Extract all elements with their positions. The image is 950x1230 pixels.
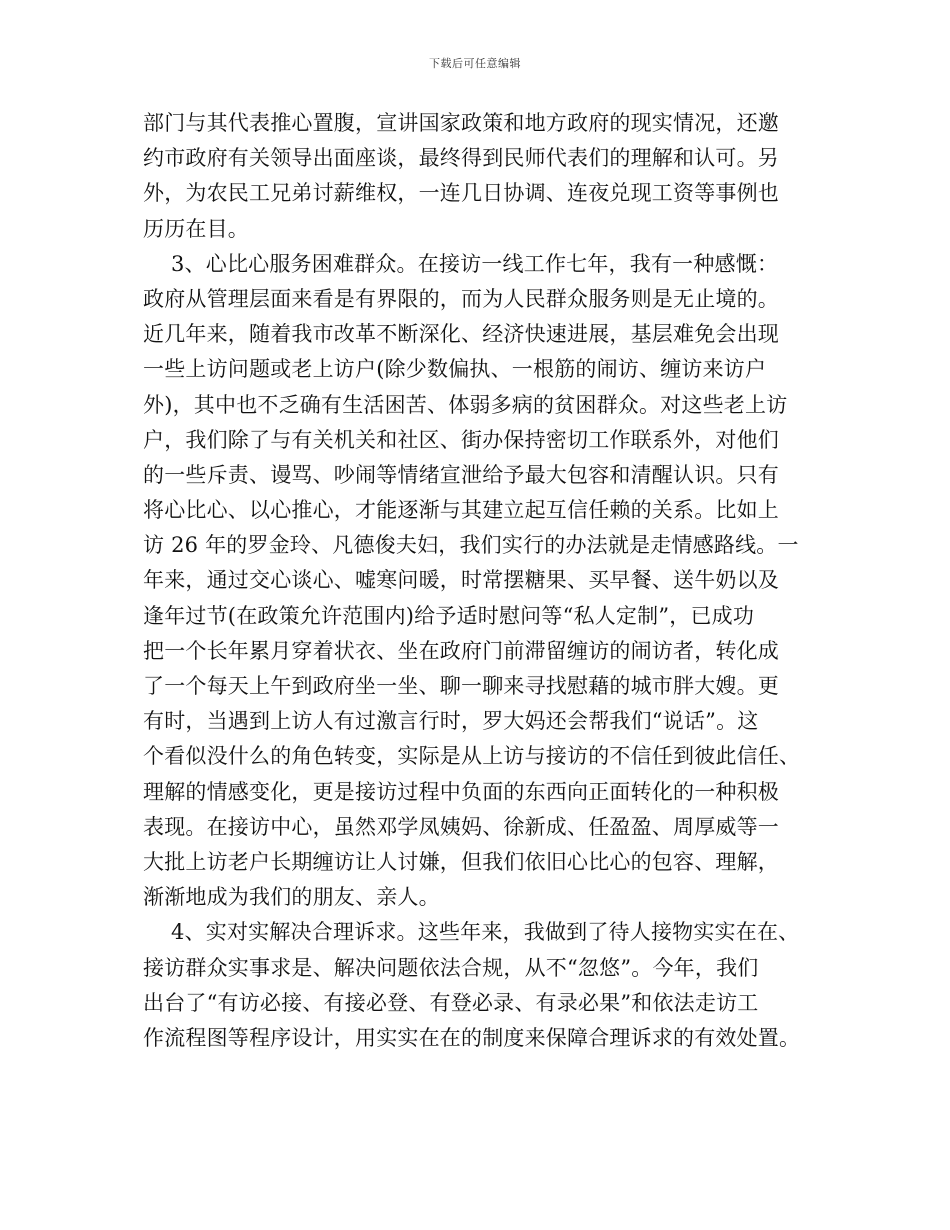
body-text bbox=[143, 106, 833, 1056]
paragraph-start-line: 4、实对实解决合理诉求。这些年来，我做到了待人接物实实在在、 bbox=[171, 920, 800, 945]
text-line: 户，我们除了与有关机关和社区、街办保持密切工作联系外，对他们 bbox=[143, 427, 779, 452]
text-line: 约市政府有关领导出面座谈，最终得到民师代表们的理解和认可。另 bbox=[143, 146, 779, 171]
text-line: 了一个每天上午到政府坐一坐、聊一聊来寻找慰藉的城市胖大嫂。更 bbox=[143, 674, 779, 698]
text-line: 渐渐地成为我们的朋友、亲人。 bbox=[143, 885, 440, 910]
text-line: 外)，其中也不乏确有生活困苦、体弱多病的贫困群众。对这些老上访 bbox=[143, 392, 788, 417]
text-line: 理解的情感变化，更是接访过程中负面的东西向正面转化的一种积极 bbox=[143, 779, 779, 804]
paragraph-start-line: 3、心比心服务困难群众。在接访一线工作七年，我有一种感慨： bbox=[171, 251, 779, 276]
text-line: 逢年过节(在政策允许范围内)给予适时慰问等“私人定制”，已成功 bbox=[143, 603, 755, 628]
text-line: 部门与其代表推心置腹，宣讲国家政策和地方政府的现实情况，还邀 bbox=[143, 111, 779, 135]
text-line: 历历在目。 bbox=[143, 216, 249, 241]
text-line: 一些上访问题或老上访户(除少数偏执、一根筋的闹访、缠访来访户 bbox=[143, 357, 767, 382]
text-line: 将心比心、以心推心，才能逐渐与其建立起互信任赖的关系。比如上 bbox=[143, 498, 779, 523]
text-line: 大批上访老户长期缠访让人讨嫌，但我们依旧心比心的包容、理解， bbox=[143, 849, 779, 874]
text-line: 表现。在接访中心，虽然邓学凤姨妈、徐新成、任盈盈、周厚威等一 bbox=[143, 814, 779, 839]
text-line: 近几年来，随着我市改革不断深化、经济快速进展，基层难免会出现 bbox=[143, 322, 779, 347]
text-line: 的一些斥责、谩骂、吵闹等情绪宣泄给予最大包容和清醒认识。只有 bbox=[143, 462, 779, 487]
text-line: 年来，通过交心谈心、嘘寒问暖，时常摆糖果、买早餐、送牛奶以及 bbox=[143, 568, 779, 593]
text-line: 接访群众实事求是、解决问题依法合规，从不“忽悠”。今年，我们 bbox=[143, 955, 759, 980]
text-line: 访 26 年的罗金玲、凡德俊夫妇，我们实行的办法就是走情感路线。一 bbox=[143, 533, 799, 558]
text-line: 出台了“有访必接、有接必登、有登必录、有录必果”和依法走访工 bbox=[143, 990, 759, 1015]
header-note: 下载后可任意编辑 bbox=[429, 57, 521, 70]
text-line: 政府从管理层面来看是有界限的，而为人民群众服务则是无止境的。 bbox=[143, 286, 779, 311]
text-line: 作流程图等程序设计，用实实在在的制度来保障合理诉求的有效处置。 bbox=[143, 1025, 801, 1050]
text-line: 外，为农民工兄弟讨薪维权，一连几日协调、连夜兑现工资等事例也 bbox=[143, 181, 779, 206]
text-line: 把一个长年累月穿着状衣、坐在政府门前滞留缠访的闹访者，转化成 bbox=[143, 638, 779, 663]
text-line: 有时，当遇到上访人有过激言行时，罗大妈还会帮我们“说话”。这 bbox=[143, 709, 759, 734]
text-line: 个看似没什么的角色转变，实际是从上访与接访的不信任到彼此信任、 bbox=[143, 744, 801, 769]
